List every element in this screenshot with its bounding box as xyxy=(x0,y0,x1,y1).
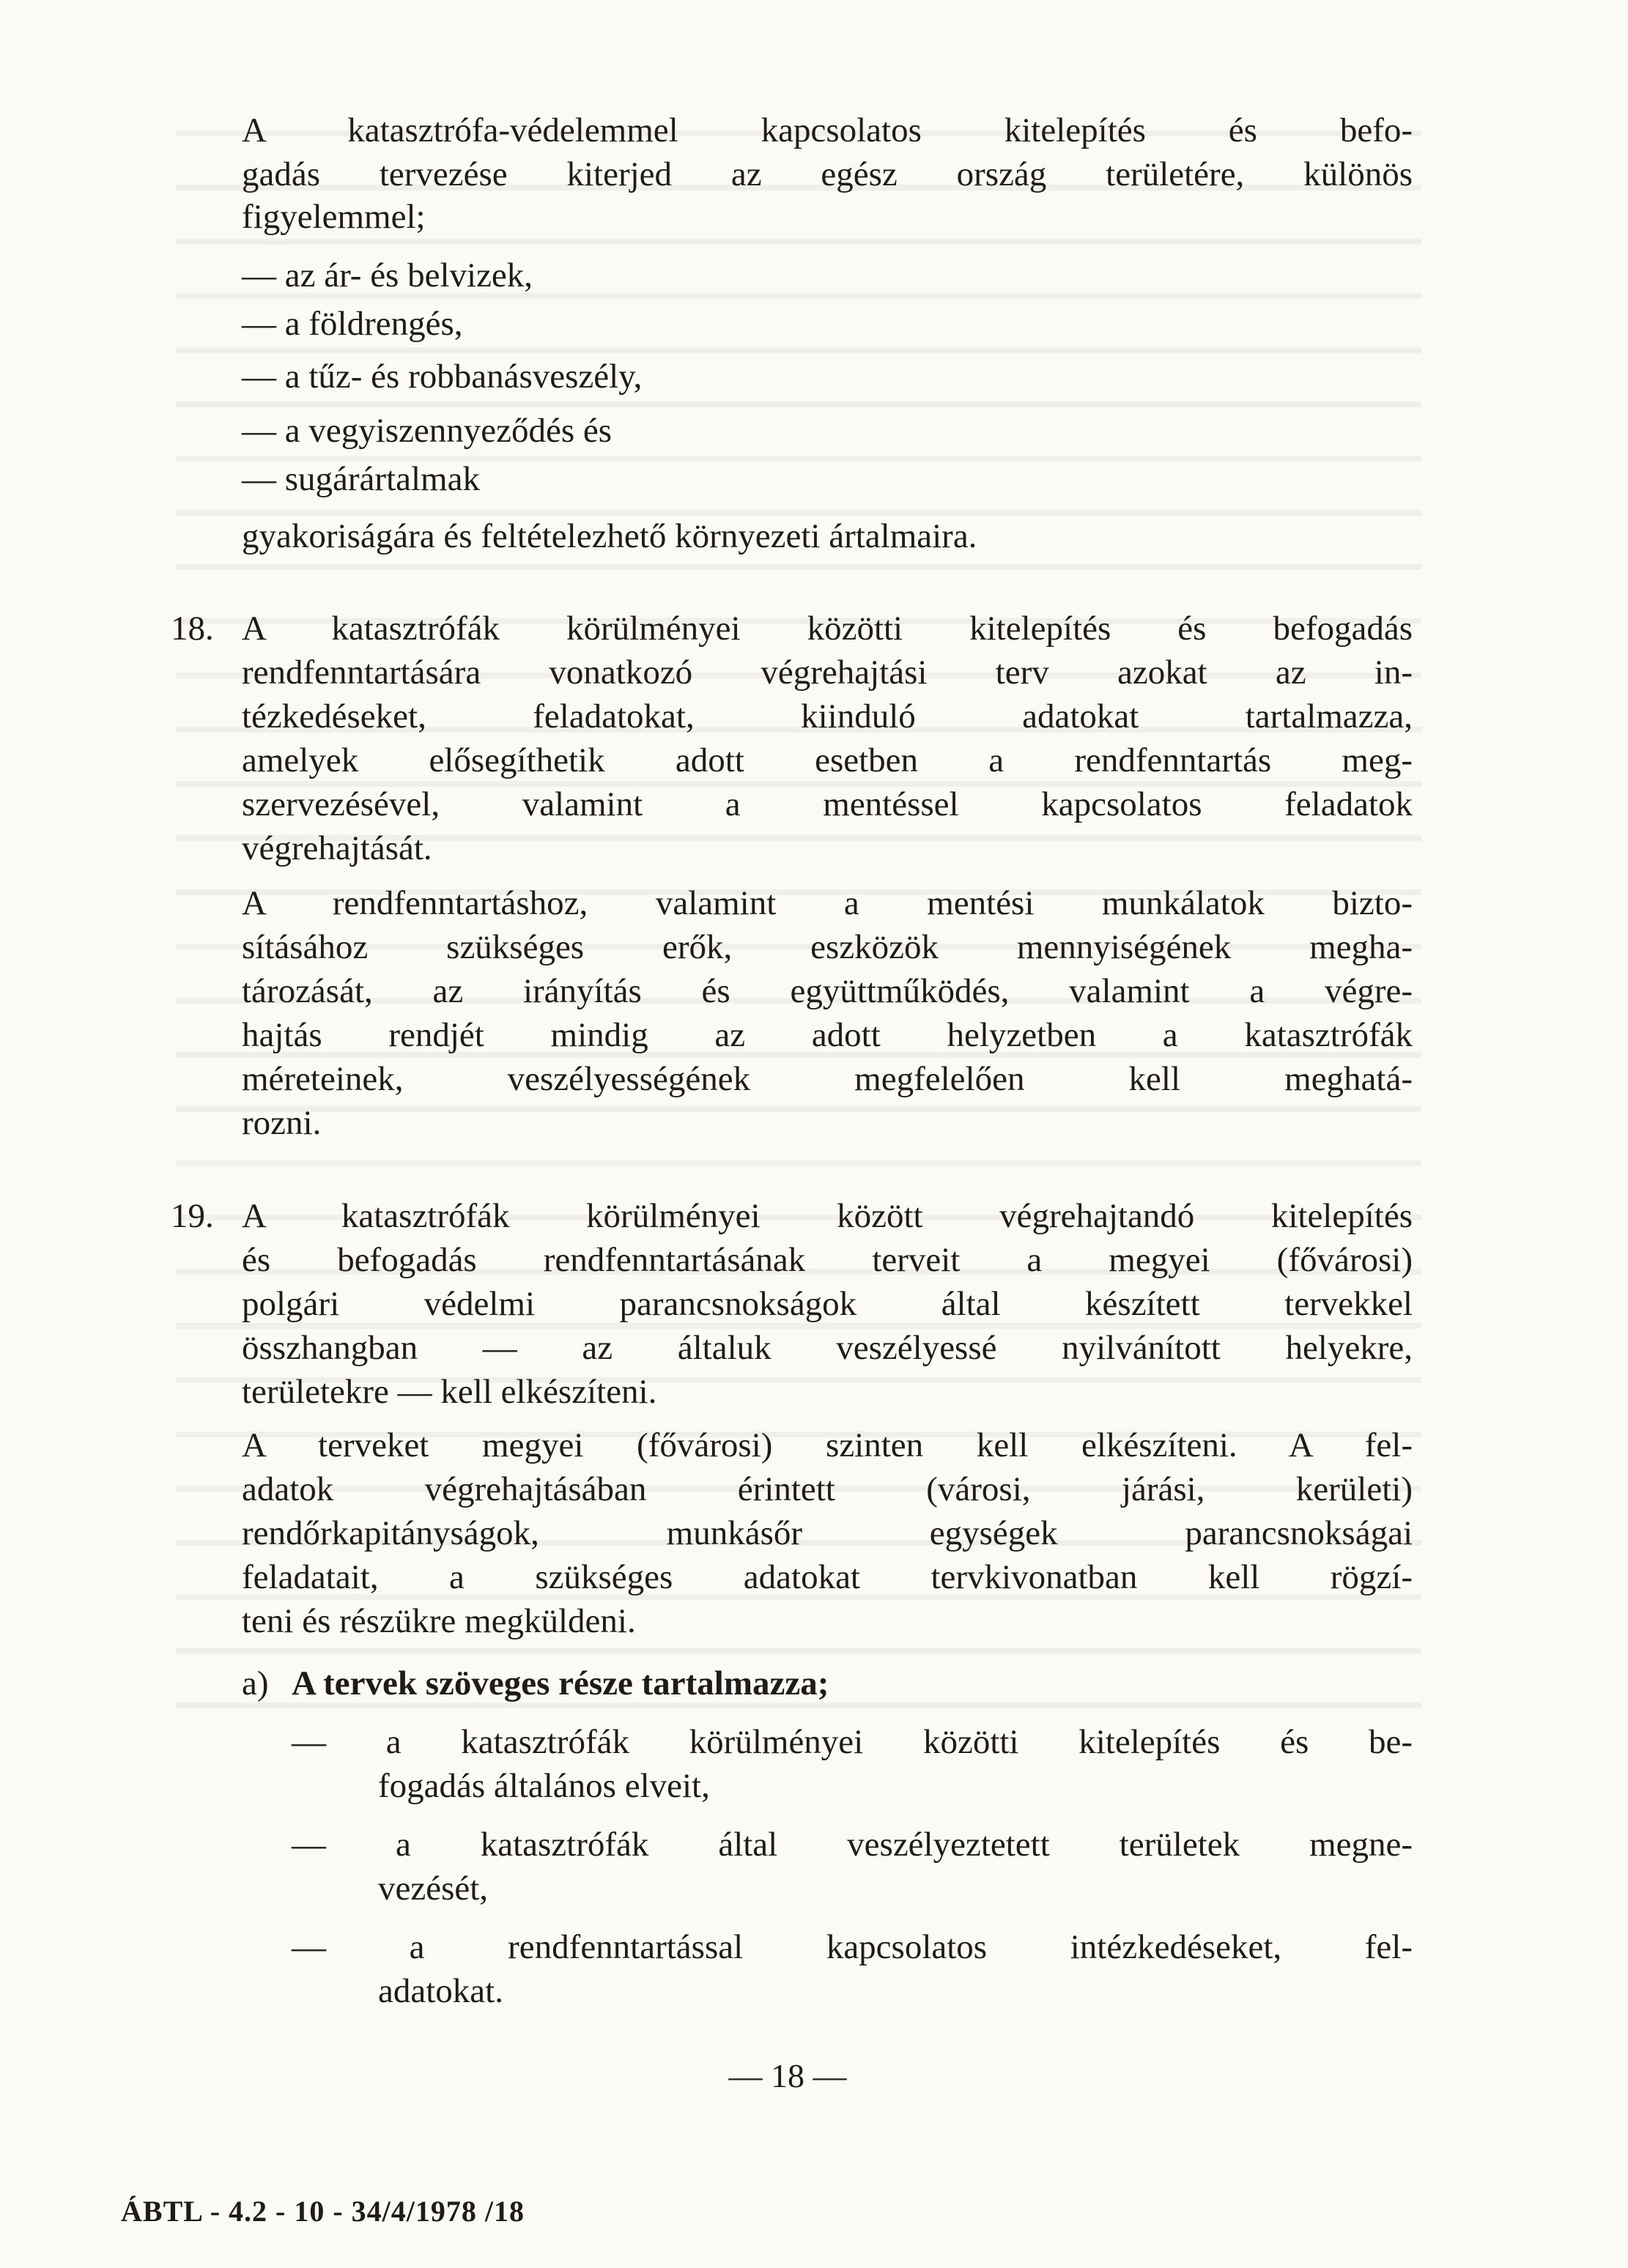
subsection-heading: A tervek szöveges része tartalmazza; xyxy=(292,1664,829,1702)
section18-line: sításához szükséges erők, eszközök mennyiségének megha- xyxy=(242,928,1413,966)
intro-closing: gyakoriságára és feltételezhető környezeti ártalmaira. xyxy=(242,517,977,555)
subsection-item-cont: fogadás általános elveit, xyxy=(378,1767,710,1805)
section-number: 19. xyxy=(171,1197,214,1235)
section18-line: hajtás rendjét mindig az adott helyzetben a katasztrófák xyxy=(242,1016,1413,1054)
section19-line: teni és részükre megküldeni. xyxy=(242,1602,636,1640)
section18-line: amelyek elősegíthetik adott esetben a rendfenntartás meg- xyxy=(242,741,1413,779)
section19-line: A terveket megyei (fővárosi) szinten kell elkészíteni. A fel- xyxy=(242,1426,1413,1464)
page-number: — 18 — xyxy=(728,2057,847,2094)
subsection-item-cont: adatokat. xyxy=(378,1972,503,2010)
section19-line: rendőrkapitányságok, munkásőr egységek parancsnokságai xyxy=(242,1514,1413,1552)
dash-item: — a földrengés, xyxy=(242,305,463,343)
section18-line: tározását, az irányítás és együttműködés, valamint a végre- xyxy=(242,972,1413,1010)
section18-line: rozni. xyxy=(242,1104,322,1142)
intro-line: gadás tervezése kiterjed az egész ország területére, különös xyxy=(242,155,1413,193)
section18-line: méreteinek, veszélyességének megfelelően kell meghatá- xyxy=(242,1060,1413,1098)
intro-line: figyelemmel; xyxy=(242,198,426,236)
section18-line: A rendfenntartáshoz, valamint a mentési munkálatok bizto- xyxy=(242,884,1413,922)
section18-line: tézkedéseket, feladatokat, kiinduló adatokat tartalmazza, xyxy=(242,697,1413,735)
subsection-item: — a katasztrófák által veszélyeztetett területek megne- xyxy=(292,1826,1413,1864)
section-number: 18. xyxy=(171,609,214,648)
section18-line: szervezésével, valamint a mentéssel kapcsolatos feladatok xyxy=(242,785,1413,823)
dash-item: — sugárártalmak xyxy=(242,460,480,498)
section18-line: A katasztrófák körülményei közötti kitelepítés és befogadás xyxy=(242,609,1413,648)
subsection-label: a) xyxy=(242,1664,269,1702)
section18-line: rendfenntartására vonatkozó végrehajtási terv azokat az in- xyxy=(242,653,1413,692)
section19-line: összhangban — az általuk veszélyessé nyilvánított helyekre, xyxy=(242,1329,1413,1367)
dash-item: — a vegyiszennyeződés és xyxy=(242,412,613,450)
section19-line: A katasztrófák körülményei között végrehajtandó kitelepítés xyxy=(242,1197,1413,1235)
section19-line: feladatait, a szükséges adatokat tervkivonatban kell rögzí- xyxy=(242,1558,1413,1596)
section19-line: és befogadás rendfenntartásának terveit a megyei (fővárosi) xyxy=(242,1241,1413,1279)
dash-item: — a tűz- és robbanásveszély, xyxy=(242,357,643,396)
subsection-item-cont: vezését, xyxy=(378,1869,489,1908)
section19-line: polgári védelmi parancsnokságok által készített tervekkel xyxy=(242,1285,1413,1323)
dash-item: — az ár- és belvizek, xyxy=(242,256,533,294)
section18-line: végrehajtását. xyxy=(242,829,432,867)
subsection-item: — a katasztrófák körülményei közötti kitelepítés és be- xyxy=(292,1723,1413,1761)
subsection-item: — a rendfenntartással kapcsolatos intézkedéseket, fel- xyxy=(292,1928,1413,1966)
archive-reference: ÁBTL - 4.2 - 10 - 34/4/1978 /18 xyxy=(121,2195,525,2228)
section19-line: területekre — kell elkészíteni. xyxy=(242,1373,657,1411)
section19-line: adatok végrehajtásában érintett (városi, járási, kerületi) xyxy=(242,1470,1413,1508)
intro-line: A katasztrófa-védelemmel kapcsolatos kitelepítés és befo- xyxy=(242,111,1413,149)
